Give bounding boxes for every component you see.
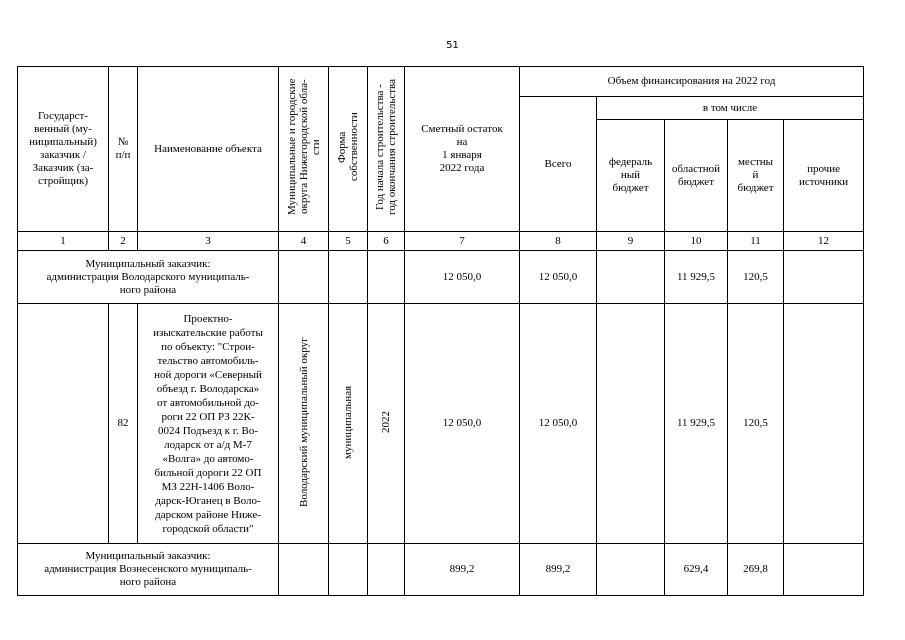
estimated-balance-value: 12 050,0 — [405, 251, 520, 304]
column-number: 8 — [520, 232, 597, 251]
column-number: 11 — [728, 232, 784, 251]
header-ownership-form-text: Форма собственности — [336, 112, 360, 182]
header-total: Всего — [520, 97, 597, 232]
other-value — [784, 304, 864, 544]
header-local: местны й бюджет — [728, 120, 784, 232]
empty-cell — [279, 251, 329, 304]
header-financing-volume: Объем финансирования на 2022 год — [520, 67, 864, 97]
local-value: 120,5 — [728, 304, 784, 544]
page-number: 51 — [446, 40, 459, 51]
ownership-form-value: муниципальная — [342, 384, 354, 459]
header-number: № п/п — [109, 67, 138, 232]
regional-value: 629,4 — [665, 544, 728, 596]
empty-cell — [18, 304, 109, 544]
other-value — [784, 544, 864, 596]
total-value: 12 050,0 — [520, 251, 597, 304]
column-number: 9 — [597, 232, 665, 251]
empty-cell — [368, 544, 405, 596]
regional-value: 11 929,5 — [665, 251, 728, 304]
header-years — [368, 67, 405, 232]
header-customer: Государст- венный (му- ниципальный) заказчик / Заказчик (за- стройщик) — [18, 67, 109, 232]
municipal-customer-voznesensky: Муниципальный заказчик: администрация Вознесенского муниципаль- ного района — [18, 544, 279, 596]
municipal-district-cell — [279, 304, 329, 544]
financing-table — [17, 66, 864, 596]
empty-cell — [329, 544, 368, 596]
regional-value: 11 929,5 — [665, 304, 728, 544]
other-value — [784, 251, 864, 304]
table-row — [18, 544, 864, 596]
header-estimated-balance: Сметный остаток на 1 января 2022 года — [405, 67, 520, 232]
local-value: 120,5 — [728, 251, 784, 304]
column-number: 4 — [279, 232, 329, 251]
header-regional: областной бюджет — [665, 120, 728, 232]
header-ownership-form — [329, 67, 368, 232]
column-number-row — [18, 232, 864, 251]
total-value: 12 050,0 — [520, 304, 597, 544]
federal-value — [597, 544, 665, 596]
header-object-name: Наименование объекта — [138, 67, 279, 232]
estimated-balance-value: 12 050,0 — [405, 304, 520, 544]
estimated-balance-value: 899,2 — [405, 544, 520, 596]
empty-cell — [368, 251, 405, 304]
header-other: прочие источники — [784, 120, 864, 232]
empty-cell — [329, 251, 368, 304]
empty-cell — [279, 544, 329, 596]
column-number: 5 — [329, 232, 368, 251]
column-number: 1 — [18, 232, 109, 251]
column-number: 10 — [665, 232, 728, 251]
table-row — [18, 304, 864, 544]
federal-value — [597, 304, 665, 544]
header-municipal-district — [279, 67, 329, 232]
total-value: 899,2 — [520, 544, 597, 596]
header-federal: федераль ный бюджет — [597, 120, 665, 232]
column-number: 6 — [368, 232, 405, 251]
object-name: Проектно- изыскательские работы по объекту: "Строи- тельство автомобиль- ной дороги «Северный объезд г. Володарска» от автомобильной до- роги 22 ОП РЗ 22К- 0024 Подъезд к г. Во- лодарск от а/д М-7 «Волга» до автомо- бильной дороги 22 ОП МЗ 22Н-1406 Воло- дарск-Юганец в Воло- дарском районе Ниже- городской области" — [138, 304, 279, 544]
header-years-text: Год начала строительства - год окончания строительства — [374, 79, 398, 215]
federal-value — [597, 251, 665, 304]
row-number: 82 — [109, 304, 138, 544]
years-cell — [368, 304, 405, 544]
local-value: 269,8 — [728, 544, 784, 596]
years-value: 2022 — [380, 410, 392, 433]
municipal-customer-volodarsky: Муниципальный заказчик: администрация Володарского муниципаль- ного района — [18, 251, 279, 304]
municipal-district-value: Володарский муниципальный округ — [297, 336, 310, 507]
column-number: 3 — [138, 232, 279, 251]
header-including: в том числе — [597, 97, 864, 120]
table-row — [18, 251, 864, 304]
ownership-form-cell — [329, 304, 368, 544]
column-number: 12 — [784, 232, 864, 251]
column-number: 2 — [109, 232, 138, 251]
header-municipal-district-text: Муниципальные и городские округа Нижегородской обла- сти — [285, 78, 322, 216]
column-number: 7 — [405, 232, 520, 251]
